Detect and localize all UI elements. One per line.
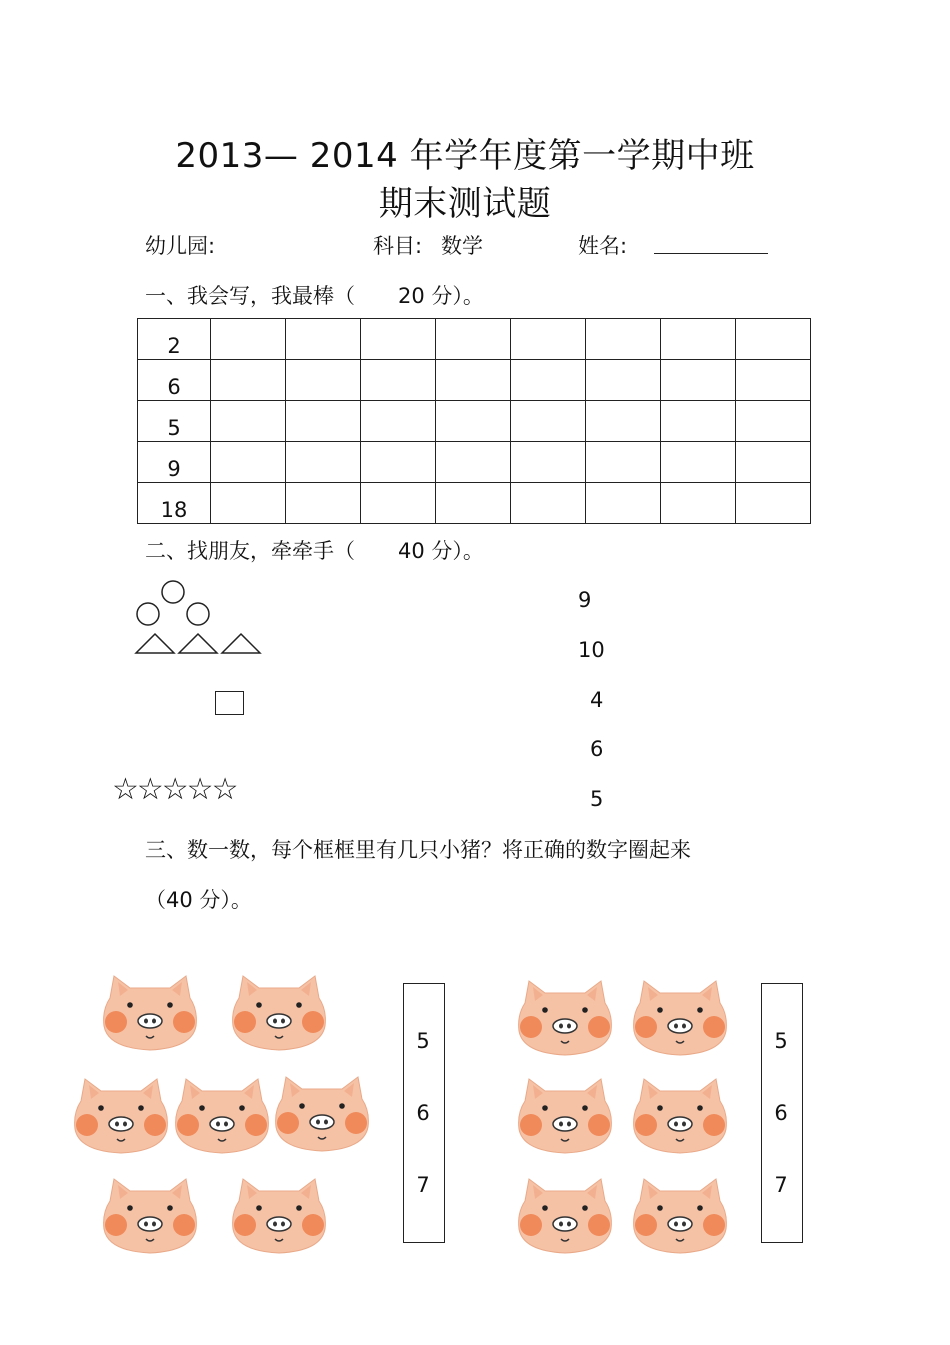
write-cell[interactable]	[211, 360, 286, 401]
write-cell[interactable]	[286, 360, 361, 401]
write-cell[interactable]	[436, 483, 511, 524]
subject-label: 科目:	[373, 234, 423, 258]
table-row	[138, 401, 811, 442]
table-row	[138, 360, 811, 401]
write-cell[interactable]	[586, 360, 661, 401]
pig-face-icon	[515, 1073, 615, 1155]
write-cell[interactable]	[736, 442, 811, 483]
pig-face-icon	[630, 1173, 730, 1255]
write-cell[interactable]	[586, 401, 661, 442]
pig-face-icon	[100, 1173, 200, 1255]
stars-group[interactable]: ☆☆☆☆☆	[112, 772, 237, 807]
pig-face-icon	[630, 1073, 730, 1155]
write-cell[interactable]	[361, 319, 436, 360]
triangle-shape	[136, 634, 174, 653]
write-cell[interactable]	[286, 319, 361, 360]
write-cell[interactable]	[661, 483, 736, 524]
write-cell[interactable]	[586, 483, 661, 524]
section1-score: 20 分）。	[398, 284, 484, 308]
subject-value: 数学	[441, 234, 483, 258]
kindergarten-label: 幼儿园:	[145, 234, 216, 258]
write-cell[interactable]	[511, 483, 586, 524]
answer-choice[interactable]: 7	[416, 1173, 430, 1197]
write-cell[interactable]	[736, 401, 811, 442]
circle-shape	[187, 603, 209, 625]
pig-face-icon	[229, 970, 329, 1052]
answer-choice[interactable]: 6	[774, 1101, 788, 1125]
pig-face-icon	[272, 1071, 372, 1153]
write-cell[interactable]	[436, 442, 511, 483]
pig-face-icon	[71, 1073, 171, 1155]
write-cell[interactable]	[661, 319, 736, 360]
write-cell[interactable]	[511, 401, 586, 442]
section2-heading: 二、找朋友，牵牵手（	[145, 539, 355, 563]
write-cell[interactable]	[361, 360, 436, 401]
section1-heading: 一、我会写，我最棒（	[145, 284, 355, 308]
section2-score: 40 分）。	[398, 539, 484, 563]
table-row	[138, 483, 811, 524]
answer-choice[interactable]: 7	[774, 1173, 788, 1197]
row-number: 2	[138, 319, 211, 360]
pig-face-icon	[630, 975, 730, 1057]
row-number: 9	[138, 442, 211, 483]
pig-face-icon	[515, 975, 615, 1057]
write-cell[interactable]	[211, 483, 286, 524]
pig-face-icon	[515, 1173, 615, 1255]
write-cell[interactable]	[436, 401, 511, 442]
write-cell[interactable]	[211, 442, 286, 483]
answer-choice[interactable]: 6	[416, 1101, 430, 1125]
triangle-shape	[179, 634, 217, 653]
circles-and-triangles-group[interactable]	[130, 578, 265, 658]
write-cell[interactable]	[286, 401, 361, 442]
write-cell[interactable]	[511, 442, 586, 483]
page-title-line1: 2013— 2014 年学年度第一学期中班	[175, 136, 755, 176]
write-cell[interactable]	[436, 319, 511, 360]
write-cell[interactable]	[736, 319, 811, 360]
write-cell[interactable]	[286, 442, 361, 483]
write-cell[interactable]	[661, 442, 736, 483]
row-number: 18	[138, 483, 211, 524]
pig-face-icon	[172, 1073, 272, 1155]
write-cell[interactable]	[736, 360, 811, 401]
page-title-line2: 期末测试题	[378, 184, 552, 224]
match-number[interactable]: 4	[590, 688, 604, 712]
write-cell[interactable]	[211, 319, 286, 360]
match-number[interactable]: 10	[578, 638, 605, 662]
match-number[interactable]: 9	[578, 588, 592, 612]
write-cell[interactable]	[361, 483, 436, 524]
pig-face-icon	[229, 1173, 329, 1255]
table-row	[138, 319, 811, 360]
write-cell[interactable]	[436, 360, 511, 401]
row-number: 5	[138, 401, 211, 442]
write-cell[interactable]	[511, 319, 586, 360]
write-cell[interactable]	[736, 483, 811, 524]
pig-face-icon	[100, 970, 200, 1052]
write-cell[interactable]	[661, 360, 736, 401]
writing-grid	[137, 318, 811, 524]
write-cell[interactable]	[586, 442, 661, 483]
section3-heading: 三、数一数，每个框框里有几只小猪？将正确的数字圈起来	[145, 838, 691, 862]
triangle-shape	[222, 634, 260, 653]
match-number[interactable]: 6	[590, 737, 604, 761]
row-number: 6	[138, 360, 211, 401]
name-blank-line[interactable]	[654, 253, 768, 254]
write-cell[interactable]	[511, 360, 586, 401]
write-cell[interactable]	[361, 442, 436, 483]
answer-choice[interactable]: 5	[774, 1029, 788, 1053]
table-row	[138, 442, 811, 483]
answer-choice[interactable]: 5	[416, 1029, 430, 1053]
write-cell[interactable]	[586, 319, 661, 360]
section3-score: （40 分）。	[145, 888, 252, 912]
write-cell[interactable]	[661, 401, 736, 442]
square-shape[interactable]	[215, 691, 244, 715]
circle-shape	[137, 603, 159, 625]
circle-shape	[162, 581, 184, 603]
write-cell[interactable]	[286, 483, 361, 524]
match-number[interactable]: 5	[590, 787, 604, 811]
name-label: 姓名:	[578, 234, 628, 258]
write-cell[interactable]	[361, 401, 436, 442]
write-cell[interactable]	[211, 401, 286, 442]
